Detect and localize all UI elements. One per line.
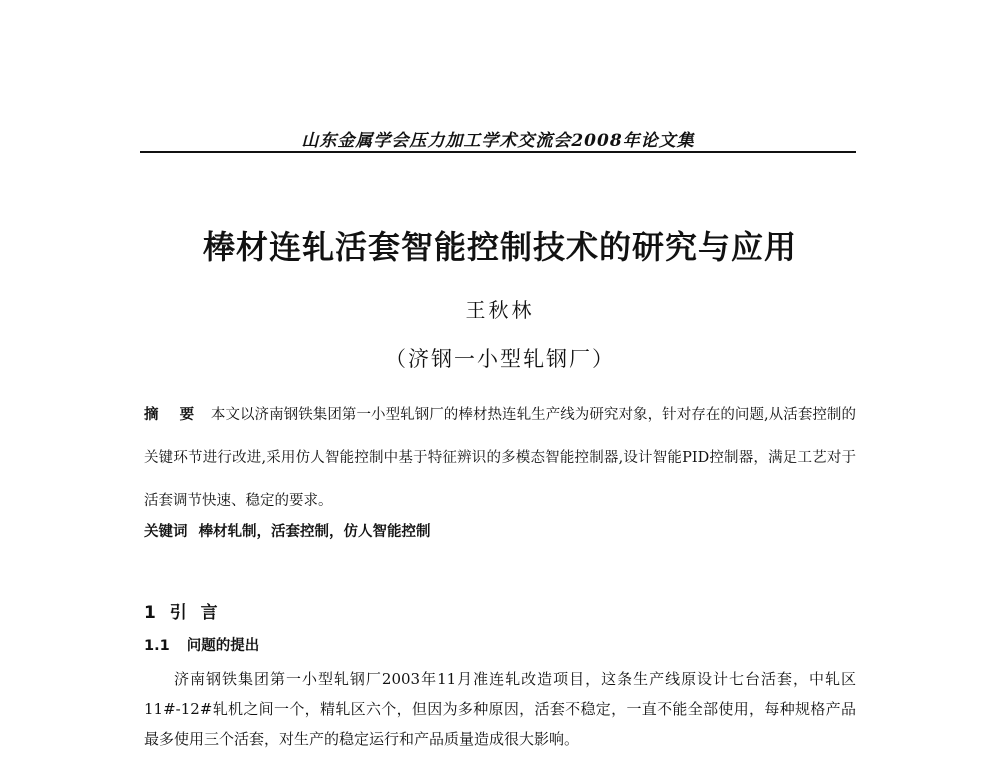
subsection-number: 1.1 — [144, 638, 170, 654]
subsection-heading — [144, 634, 259, 655]
author-name: 王秋林 — [465, 298, 535, 322]
section-heading: 1 引 言 — [144, 603, 222, 623]
abstract — [144, 393, 856, 523]
abstract-text: 本文以济南钢铁集团第一小型轧钢厂的棒材热连轧生产线为研究对象，针对存在的问题,从活套控制的关键环节进行改进,采用仿人智能控制中基于特征辨识的多模态智能控制器,设计智能PID控制器，满足工艺对于活套调节快速、稳定的要求。 — [144, 407, 856, 509]
paper-title: 棒材连轧活套智能控制技术的研究与应用 — [202, 228, 797, 266]
body-paragraph: 济南钢铁集团第一小型轧钢厂2003年11月准连轧改造项目，这条生产线原设计七台活套，中轧区11#-12#轧机之间一个，精轧区六个，但因为多种原因，活套不稳定，一直不能全部使用，每种规格产品最多使用三个活套，对生产的稳定运行和产品质量造成很大影响。 — [144, 670, 856, 748]
running-title: 山东金属学会压力加工学术交流会2008年论文集 — [301, 131, 695, 151]
subsection-title: 问题的提出 — [186, 638, 260, 654]
keywords-label: 关键词 — [144, 524, 188, 540]
keywords-text: 棒材轧制，活套控制，仿人智能控制 — [198, 524, 431, 540]
header-rule — [140, 151, 856, 153]
keywords — [144, 520, 856, 541]
abstract-label: 摘 要 — [144, 406, 203, 423]
author-affiliation: （济钢一小型轧钢厂） — [385, 347, 615, 371]
